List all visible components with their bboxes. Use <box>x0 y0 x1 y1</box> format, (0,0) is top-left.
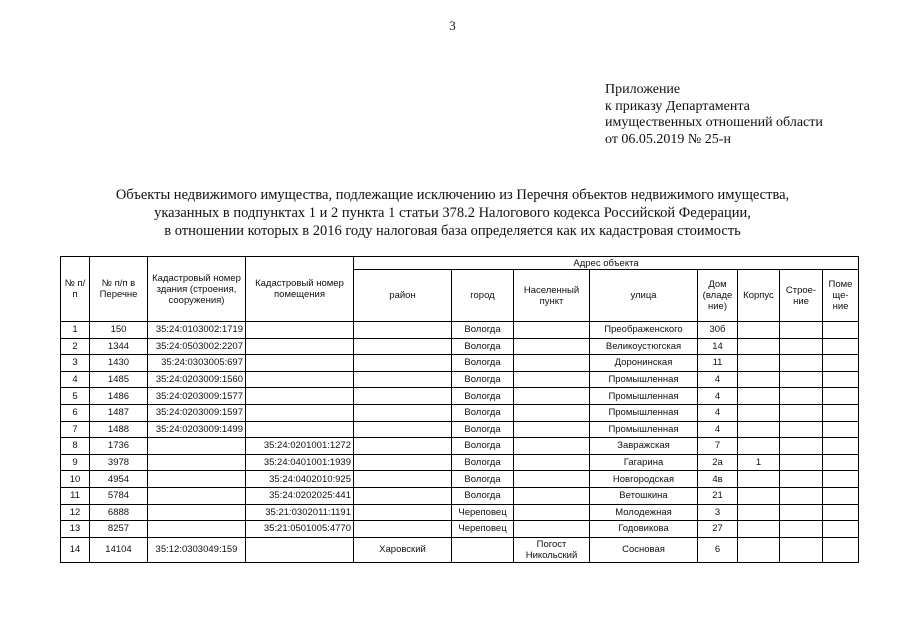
cell-num: 7 <box>61 421 90 438</box>
cell-stroenie <box>780 504 823 521</box>
cell-korpus <box>738 471 780 488</box>
cell-street: Молодежная <box>590 504 698 521</box>
cell-building-cadastral: 35:24:0103002:1719 <box>148 322 246 339</box>
cell-premises-cadastral <box>246 421 354 438</box>
cell-korpus <box>738 537 780 562</box>
cell-house: 7 <box>698 438 738 455</box>
cell-korpus <box>738 355 780 372</box>
title-line: Объекты недвижимого имущества, подлежащие исключению из Перечня объектов недвижимого имущества, <box>115 187 790 203</box>
cell-district: Харовский <box>354 537 452 562</box>
cell-city: Череповец <box>452 504 514 521</box>
cell-city: Вологда <box>452 355 514 372</box>
cell-locality <box>514 471 590 488</box>
cell-district <box>354 322 452 339</box>
cell-house: 4 <box>698 371 738 388</box>
header-list-num: № п/п в Перечне <box>90 257 148 322</box>
cell-stroenie <box>780 438 823 455</box>
cell-premises-cadastral <box>246 404 354 421</box>
header-city: город <box>452 270 514 322</box>
cell-building-cadastral <box>148 521 246 538</box>
cell-building-cadastral: 35:24:0203009:1597 <box>148 404 246 421</box>
cell-district <box>354 355 452 372</box>
cell-list-num: 150 <box>90 322 148 339</box>
cell-list-num: 5784 <box>90 487 148 504</box>
cell-premises-cadastral <box>246 537 354 562</box>
cell-house: 30б <box>698 322 738 339</box>
cell-street: Сосновая <box>590 537 698 562</box>
table-row <box>61 388 859 405</box>
cell-house: 11 <box>698 355 738 372</box>
cell-street: Промышленная <box>590 388 698 405</box>
document-title <box>0 186 905 240</box>
cell-building-cadastral: 35:24:0203009:1499 <box>148 421 246 438</box>
cell-num: 1 <box>61 322 90 339</box>
cell-house: 4 <box>698 404 738 421</box>
cell-premises-cadastral: 35:24:0201001:1272 <box>246 438 354 455</box>
table-row <box>61 438 859 455</box>
cell-city: Вологда <box>452 388 514 405</box>
cell-building-cadastral: 35:12:0303049:159 <box>148 537 246 562</box>
cell-pomeshchenie <box>823 355 859 372</box>
cell-list-num: 3978 <box>90 454 148 471</box>
cell-street: Завражская <box>590 438 698 455</box>
cell-street: Преображенского <box>590 322 698 339</box>
cell-district <box>354 421 452 438</box>
table-row <box>61 521 859 538</box>
cell-building-cadastral <box>148 504 246 521</box>
cell-city <box>452 537 514 562</box>
cell-premises-cadastral: 35:24:0401001:1939 <box>246 454 354 471</box>
cell-locality <box>514 454 590 471</box>
cell-street: Ветошкина <box>590 487 698 504</box>
header-street: улица <box>590 270 698 322</box>
cell-stroenie <box>780 521 823 538</box>
cell-pomeshchenie <box>823 454 859 471</box>
cell-district <box>354 371 452 388</box>
cell-premises-cadastral: 35:24:0402010:925 <box>246 471 354 488</box>
cell-district <box>354 404 452 421</box>
cell-num: 13 <box>61 521 90 538</box>
header-korpus: Корпус <box>738 270 780 322</box>
cell-building-cadastral <box>148 438 246 455</box>
cell-premises-cadastral <box>246 355 354 372</box>
cell-building-cadastral: 35:24:0203009:1560 <box>148 371 246 388</box>
cell-house: 27 <box>698 521 738 538</box>
table-row <box>61 537 859 562</box>
objects-table <box>60 256 859 563</box>
cell-locality <box>514 371 590 388</box>
cell-building-cadastral <box>148 471 246 488</box>
cell-house: 21 <box>698 487 738 504</box>
table-row <box>61 487 859 504</box>
cell-city: Вологда <box>452 454 514 471</box>
cell-building-cadastral <box>148 454 246 471</box>
cell-premises-cadastral <box>246 322 354 339</box>
cell-city: Вологда <box>452 404 514 421</box>
cell-district <box>354 521 452 538</box>
cell-locality <box>514 322 590 339</box>
cell-pomeshchenie <box>823 504 859 521</box>
cell-pomeshchenie <box>823 537 859 562</box>
appendix-block <box>605 82 823 148</box>
table-row <box>61 371 859 388</box>
cell-locality <box>514 338 590 355</box>
header-stroenie: Строе-ние <box>780 270 823 322</box>
header-building-cadastral: Кадастровый номер здания (строения, сооружения) <box>148 257 246 322</box>
cell-stroenie <box>780 322 823 339</box>
header-pomeshchenie: Поме ще-ние <box>823 270 859 322</box>
cell-korpus <box>738 338 780 355</box>
cell-city: Вологда <box>452 371 514 388</box>
cell-num: 14 <box>61 537 90 562</box>
cell-stroenie <box>780 355 823 372</box>
cell-list-num: 1487 <box>90 404 148 421</box>
cell-house: 6 <box>698 537 738 562</box>
cell-stroenie <box>780 421 823 438</box>
cell-list-num: 1485 <box>90 371 148 388</box>
cell-district <box>354 504 452 521</box>
table-row <box>61 338 859 355</box>
cell-pomeshchenie <box>823 371 859 388</box>
cell-pomeshchenie <box>823 421 859 438</box>
cell-city: Вологда <box>452 338 514 355</box>
cell-district <box>354 338 452 355</box>
cell-korpus: 1 <box>738 454 780 471</box>
cell-pomeshchenie <box>823 388 859 405</box>
appendix-line: Приложение <box>605 82 681 97</box>
cell-house: 4 <box>698 388 738 405</box>
cell-city: Вологда <box>452 471 514 488</box>
cell-district <box>354 388 452 405</box>
cell-city: Вологда <box>452 421 514 438</box>
appendix-line: имущественных отношений области <box>605 115 823 130</box>
cell-pomeshchenie <box>823 338 859 355</box>
cell-street: Доронинская <box>590 355 698 372</box>
cell-locality: Погост Никольский <box>514 537 590 562</box>
cell-stroenie <box>780 471 823 488</box>
cell-stroenie <box>780 371 823 388</box>
cell-city: Вологда <box>452 487 514 504</box>
cell-locality <box>514 355 590 372</box>
cell-district <box>354 438 452 455</box>
cell-num: 8 <box>61 438 90 455</box>
table-row <box>61 421 859 438</box>
cell-premises-cadastral <box>246 371 354 388</box>
cell-building-cadastral: 35:24:0503002:2207 <box>148 338 246 355</box>
appendix-line: к приказу Департамента <box>605 98 750 114</box>
header-address: Адрес объекта <box>354 257 859 270</box>
cell-premises-cadastral: 35:21:0501005:4770 <box>246 521 354 538</box>
cell-korpus <box>738 388 780 405</box>
cell-street: Промышленная <box>590 404 698 421</box>
cell-list-num: 1488 <box>90 421 148 438</box>
header-premises-cadastral: Кадастровый номер помещения <box>246 257 354 322</box>
cell-building-cadastral <box>148 487 246 504</box>
cell-list-num: 14104 <box>90 537 148 562</box>
cell-locality <box>514 487 590 504</box>
cell-stroenie <box>780 338 823 355</box>
cell-house: 3 <box>698 504 738 521</box>
cell-stroenie <box>780 537 823 562</box>
appendix-line: от 06.05.2019 № 25-н <box>605 131 731 147</box>
cell-city: Череповец <box>452 521 514 538</box>
cell-stroenie <box>780 487 823 504</box>
cell-list-num: 6888 <box>90 504 148 521</box>
title-line: в отношении которых в 2016 году налоговая база определяется как их кадастровая стоимость <box>164 223 741 239</box>
cell-premises-cadastral: 35:21:0302011:1191 <box>246 504 354 521</box>
cell-korpus <box>738 404 780 421</box>
cell-house: 4в <box>698 471 738 488</box>
table-row <box>61 471 859 488</box>
cell-street: Новгородская <box>590 471 698 488</box>
cell-building-cadastral: 35:24:0203009:1577 <box>148 388 246 405</box>
cell-street: Промышленная <box>590 421 698 438</box>
cell-locality <box>514 438 590 455</box>
header-locality: Населенный пункт <box>514 270 590 322</box>
header-num: № п/п <box>61 257 90 322</box>
cell-list-num: 1430 <box>90 355 148 372</box>
cell-num: 9 <box>61 454 90 471</box>
cell-list-num: 1344 <box>90 338 148 355</box>
cell-premises-cadastral <box>246 338 354 355</box>
cell-house: 2а <box>698 454 738 471</box>
cell-num: 2 <box>61 338 90 355</box>
cell-building-cadastral: 35:24:0303005:697 <box>148 355 246 372</box>
cell-list-num: 4954 <box>90 471 148 488</box>
cell-num: 6 <box>61 404 90 421</box>
cell-num: 11 <box>61 487 90 504</box>
cell-num: 12 <box>61 504 90 521</box>
cell-house: 14 <box>698 338 738 355</box>
cell-street: Великоустюгская <box>590 338 698 355</box>
cell-num: 10 <box>61 471 90 488</box>
cell-locality <box>514 404 590 421</box>
table-row <box>61 454 859 471</box>
cell-num: 5 <box>61 388 90 405</box>
header-district: район <box>354 270 452 322</box>
cell-locality <box>514 521 590 538</box>
title-line: указанных в подпунктах 1 и 2 пункта 1 статьи 378.2 Налогового кодекса Российской Федерации, <box>154 205 751 221</box>
cell-stroenie <box>780 454 823 471</box>
cell-premises-cadastral <box>246 388 354 405</box>
cell-street: Промышленная <box>590 371 698 388</box>
page-number: 3 <box>449 18 456 33</box>
cell-stroenie <box>780 404 823 421</box>
cell-pomeshchenie <box>823 404 859 421</box>
cell-num: 4 <box>61 371 90 388</box>
cell-korpus <box>738 322 780 339</box>
cell-pomeshchenie <box>823 322 859 339</box>
cell-locality <box>514 504 590 521</box>
cell-city: Вологда <box>452 438 514 455</box>
cell-locality <box>514 421 590 438</box>
cell-pomeshchenie <box>823 471 859 488</box>
cell-list-num: 1736 <box>90 438 148 455</box>
cell-stroenie <box>780 388 823 405</box>
cell-korpus <box>738 438 780 455</box>
cell-street: Годовикова <box>590 521 698 538</box>
cell-district <box>354 454 452 471</box>
cell-locality <box>514 388 590 405</box>
cell-korpus <box>738 421 780 438</box>
header-house: Дом (владе ние) <box>698 270 738 322</box>
cell-korpus <box>738 504 780 521</box>
cell-street: Гагарина <box>590 454 698 471</box>
cell-house: 4 <box>698 421 738 438</box>
cell-pomeshchenie <box>823 438 859 455</box>
cell-premises-cadastral: 35:24:0202025:441 <box>246 487 354 504</box>
table-row <box>61 355 859 372</box>
table-row <box>61 322 859 339</box>
cell-num: 3 <box>61 355 90 372</box>
cell-pomeshchenie <box>823 521 859 538</box>
table-row <box>61 504 859 521</box>
cell-pomeshchenie <box>823 487 859 504</box>
cell-korpus <box>738 371 780 388</box>
table-row <box>61 404 859 421</box>
cell-city: Вологда <box>452 322 514 339</box>
cell-korpus <box>738 487 780 504</box>
cell-district <box>354 487 452 504</box>
cell-list-num: 8257 <box>90 521 148 538</box>
cell-district <box>354 471 452 488</box>
cell-list-num: 1486 <box>90 388 148 405</box>
cell-korpus <box>738 521 780 538</box>
